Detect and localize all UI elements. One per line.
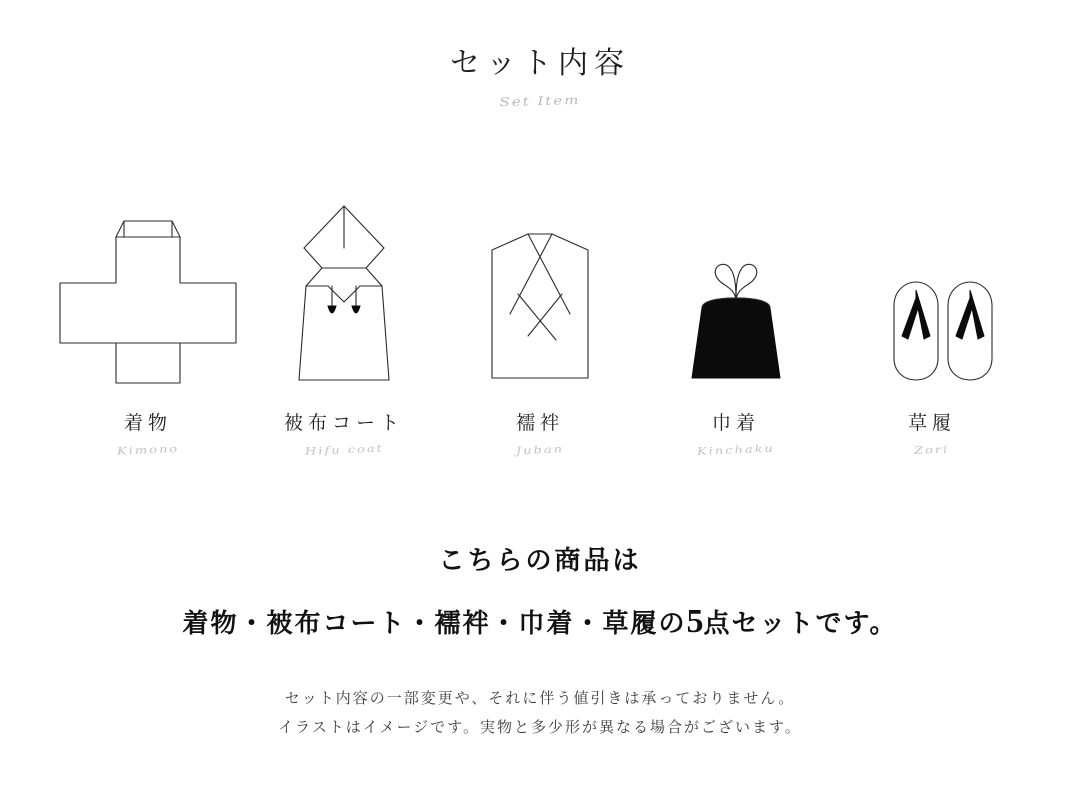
- list-item: [442, 190, 638, 458]
- page-header: [0, 46, 1080, 110]
- item-label: 襦袢: [515, 413, 564, 434]
- list-item: [638, 190, 834, 458]
- item-label: 巾着: [711, 413, 760, 434]
- page-title: セット内容: [450, 47, 630, 80]
- zori-icon: [832, 190, 1032, 390]
- item-label: 着物: [123, 413, 172, 434]
- summary-line-1: こちらの商品は: [438, 546, 642, 575]
- kimono-icon: [48, 190, 248, 390]
- hifu-coat-icon: [244, 190, 444, 390]
- page-title-script: Set Item: [499, 92, 581, 110]
- item-script: Kinchaku: [696, 443, 776, 458]
- item-script: Kimono: [116, 443, 180, 458]
- summary-items-text: 着物・被布コート・襦袢・巾着・草履の: [182, 609, 687, 638]
- summary-count: 5: [686, 603, 704, 640]
- list-item: [50, 190, 246, 458]
- summary-line-2: [0, 603, 1080, 641]
- summary-copy: [0, 540, 1080, 742]
- item-script: Juban: [515, 443, 565, 458]
- note-line-2: イラストはイメージです。実物と多少形が異なる場合がございます。: [278, 719, 802, 736]
- item-script: Hifu coat: [304, 443, 384, 458]
- disclaimer-notes: [0, 685, 1080, 742]
- juban-icon: [440, 190, 640, 390]
- list-item: [246, 190, 442, 458]
- item-label: 被布コート: [283, 413, 404, 434]
- summary-suffix-text: 点セットです。: [703, 609, 898, 638]
- item-list: [0, 190, 1080, 458]
- note-line-1: セット内容の一部変更や、それに伴う値引きは承っておりません。: [284, 691, 796, 707]
- item-script: Zori: [914, 443, 950, 458]
- list-item: [834, 190, 1030, 458]
- item-label: 草履: [907, 413, 956, 434]
- kinchaku-icon: [636, 190, 836, 390]
